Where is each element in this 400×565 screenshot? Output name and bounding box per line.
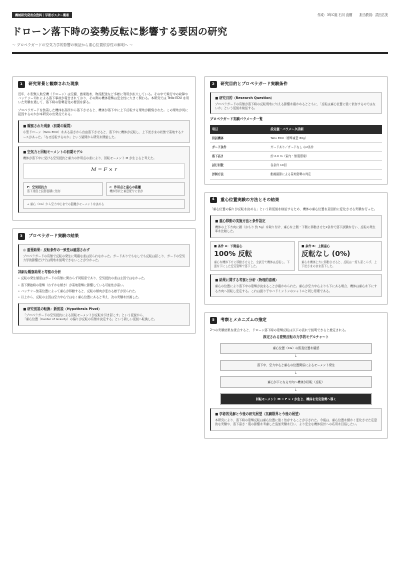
model-text: 機体が落下中に受ける空気抵抗と重力の作用点の差により、回転モーメント M が生じると考えた。 <box>23 156 157 161</box>
term-f-text: 落下速度と投影面積に依存 <box>27 189 61 194</box>
header-divider <box>12 52 388 54</box>
research-question-heading: ■ 研究目的（Research Question） <box>215 95 274 100</box>
condition-results <box>210 241 382 272</box>
parameter-table <box>210 125 382 179</box>
hypothesis-box <box>18 303 190 326</box>
section-number: 2 <box>211 81 215 86</box>
section-5-header <box>210 317 382 324</box>
method-heading: ■ 重心移動の実施方法と条件設定 <box>215 218 266 223</box>
key-result-text: プロペラガードの有無で反転の発生に明確な差は見られなかった。ガードありでもなしでも反転は起こり、ガードの空気力学的影響だけでは現象を説明できないことが分かった。 <box>23 253 186 263</box>
table-cell: 各条件 10回 <box>268 161 382 170</box>
condition-a-text: 重心を機体下方に移動させると、全試行で機体は反転し、下面を下にした安定姿勢で落下した。 <box>214 260 290 269</box>
hypothesis-text-2: 「重心位置（Center of Gravity）の偏りが反転の有無を決定する」という新しい仮説へ転換した。 <box>23 317 157 322</box>
down-arrow-icon: ↓ <box>294 370 298 375</box>
down-arrow-icon: ↓ <box>294 387 298 392</box>
observation-heading: ■ 観察された現象（初期の疑問） <box>23 123 74 128</box>
table-caption: プロペラガード実験パラメータ一覧 <box>210 117 263 122</box>
condition-b-text: 重心を機体上方に移動させると、反転は一度も起こらず、上下逆さまのまま落下した。 <box>301 260 377 269</box>
list-item: • 反転の発生頻度はガードの有無に関わらず同程度であり、空気抵抗の差は主因ではなかった。 <box>18 276 190 280</box>
section-2 <box>204 76 388 185</box>
section-3-header <box>18 233 190 240</box>
table-row <box>210 134 382 143</box>
condition-b-heading: ■ 条件 B：上側重心 <box>301 243 330 248</box>
table-cell: 供試機体 <box>210 134 268 143</box>
section-4-header <box>210 197 382 204</box>
research-question-text: プロペラガードの有無が落下時の反転現象に与える影響を確かめるとともに、「反転は重心位置に強く依存するのではないか」という仮説を検証する。 <box>215 101 376 111</box>
section-number: 3 <box>19 233 23 238</box>
flow-step-final: 回転モーメント M = F × r が生じ、機体を安定姿勢へ導く <box>220 393 371 404</box>
section-5 <box>204 312 388 439</box>
section-title: 重心位置実験の方法とその結果 <box>220 196 280 202</box>
discussion-text: 重心の位置により落下中の姿勢が決まることが確かめられた。重心が空力中心よりも下にある場合、機体は重心を下にする方向へ回転し安定する。これは振り子やバドミントンのシャトルと同じ原理である。 <box>215 284 378 293</box>
condition-b <box>298 241 383 272</box>
table-row <box>210 151 382 160</box>
section-number: 5 <box>211 317 215 322</box>
table-cell: ガードあり／ガードなし の2条件 <box>268 142 382 151</box>
section-4-intro: 「重心位置の偏りが反転を決める」という新仮説を検証するため、機体の重心位置を意図的に変化させる実験を行った。 <box>210 207 377 212</box>
flow-step: 重心位置（CG）の鉛直位置を確認 <box>220 343 371 354</box>
key-result-heading: ◎ 重要結果：反転条件の一致性は確認されず <box>23 247 90 252</box>
flow-step: 落下中、空力中心と重心の位置関係によるモーメント発生 <box>220 360 371 371</box>
left-column <box>12 76 196 557</box>
outlook-heading: ■ 学術的見解と今後の研究展望（実験限界と今後の展望） <box>215 411 302 416</box>
table-cell: 評価方法 <box>210 170 268 179</box>
method-box <box>210 215 382 238</box>
table-cell: ガード条件 <box>210 142 268 151</box>
analysis-list <box>18 276 190 299</box>
discussion-heading: ■ 結果に関する考察と分析（物理的意義） <box>215 278 279 283</box>
method-text: 機体の上下方向に錘（おもり 約 5g）を取り付け、重心を上側・下側に移動させた2条件で落下試験を行い、反転の発生率を比較した。 <box>215 224 376 234</box>
section-1 <box>12 76 196 221</box>
list-item: • バッテリー装着位置によって重心が移動すると、反転の傾向が変わる様子が見られた。 <box>18 289 190 293</box>
cg-note-text: → 重心（CG）から空力中心までの距離がモーメントを決める <box>27 202 105 207</box>
term-r <box>106 182 186 196</box>
moment-formula: M = F × r <box>23 163 185 178</box>
table-cell: 約 2.0 m（室内・無風環境） <box>268 151 382 160</box>
section-5-intro: 2つの実験結果を統合すると、ドローン落下時の姿勢反転は以下の流れで説明できると推定される。 <box>210 327 349 332</box>
list-item: • 以上から、反転の主因は空力中心ではなく重心位置にあると考え、次の実験を計画した。 <box>18 295 190 299</box>
section-title: 研究背景と観察された現象 <box>28 81 79 87</box>
term-f <box>23 182 103 196</box>
term-r-text: 機体形状と重量配分に依存 <box>109 189 144 194</box>
section-title: 考察とメカニズムの推定 <box>220 317 267 323</box>
page-subtitle: ～ プロペラガードの空気力学的影響の検証から重心位置依存性の解明へ ～ <box>12 42 133 47</box>
advisor: 担当教員：武田広美 <box>359 12 388 17</box>
outlook-box <box>210 408 382 431</box>
condition-a-heading: ■ 条件 A：下側重心 <box>214 243 243 248</box>
outlook-text: 本研究により、落下時の姿勢反転は重心位置に強く依存することが示された。今後は、重心位置を細かく変化させた定量的な実験や、落下高さ・風の影響を考慮した追加実験を行い、より安全な機体設計への応用を目指したい。 <box>215 417 378 427</box>
hypothesis-heading: ■ 研究仮説の転換：新仮説（Hypothesis Pivot） <box>23 306 102 311</box>
mechanism-flowchart <box>210 343 382 405</box>
section-1-intro: 近年、小型無人航空機（ドローン）は空撮、農業散布、物流配送など多様に利用が拡大している。その中で飛行中の故障やバッテリー切れによる落下事故が報告されており、その際の機体姿勢は安全性に大きく関わる。本研究では Tello EDU を用いた実験を通して、落下時の姿勢変化の要因を探る。 <box>18 91 190 105</box>
observation-box <box>18 120 190 143</box>
content-columns <box>12 76 388 557</box>
author: 作成：3年C組 石川 直樹 <box>317 12 353 17</box>
condition-a <box>210 241 295 272</box>
key-result-box <box>18 244 190 267</box>
model-heading: ■ 空気力と回転モーメントの初期モデル <box>23 149 83 154</box>
observation-text: 小型ドローン（Tello EDU）をある高さから自由落下させると、落下中に機体が反転し、上下逆さまの状態で着地するケースがあった。「なぜ反転するのか」という疑問から研究を開始した。 <box>23 130 184 139</box>
header-tag: 機械研究発表会資料｜学術ポスター概要 <box>12 12 72 18</box>
table-header: 設定値・パラメータ詳細 <box>268 125 382 133</box>
table-cell: 落下高さ <box>210 151 268 160</box>
right-column <box>204 76 388 557</box>
section-title: 研究目的とプロペラガード実験条件 <box>220 81 288 87</box>
research-question-box <box>210 92 382 115</box>
table-row <box>210 170 382 179</box>
header-meta <box>311 13 388 18</box>
model-box <box>18 146 190 213</box>
section-title: プロペラガード実験の結果 <box>28 233 79 239</box>
section-4 <box>204 192 388 305</box>
analysis-heading: 詳細な観察結果と考察の分析 <box>18 269 61 274</box>
table-cell: 試行回数 <box>210 161 268 170</box>
table-row <box>210 142 382 151</box>
table-header: 項目 <box>210 125 268 133</box>
section-1-intro-2: プロペラガードを装着した機体を高所から落下させると、機体が落下中に上下反転する現象が観察された。この現象が何に起因するのかが本研究の出発点である。 <box>18 107 189 117</box>
flow-step: 重心が下になる方向へ機体が回転（反転） <box>220 376 371 387</box>
hypothesis-text-1: 「プロペラガードの空気抵抗による回転モーメントが反転を引き起こす」という仮説から、 <box>23 313 146 318</box>
section-number: 4 <box>211 197 215 202</box>
section-1-header <box>18 81 190 88</box>
cg-note <box>23 199 185 209</box>
section-number: 1 <box>19 81 23 86</box>
condition-a-result: 100% 反転 <box>214 249 253 258</box>
flow-title: 推定される姿勢反転の力学的モデルチャート <box>263 335 329 340</box>
term-r-heading: r：作用点と重心の距離 <box>109 184 141 189</box>
formula-terms <box>23 182 185 196</box>
table-cell: Tello EDU（標準重量 80g） <box>268 134 382 143</box>
table-cell: 動画撮影による着地姿勢の判定 <box>268 170 382 179</box>
section-2-header <box>210 81 382 88</box>
section-3 <box>12 228 196 334</box>
term-f-heading: F：空気抵抗力 <box>27 184 48 189</box>
header-bar <box>12 10 388 20</box>
list-item: • 落下開始時の姿勢（わずかな傾き）が着地姿勢に影響している可能性が高い。 <box>18 283 190 287</box>
discussion-box <box>210 274 382 297</box>
condition-b-result: 反転なし (0%) <box>301 249 351 258</box>
page-title: ドローン落下時の姿勢反転に影響する要因の研究 <box>12 27 228 38</box>
table-row <box>210 161 382 170</box>
down-arrow-icon: ↓ <box>294 354 298 359</box>
